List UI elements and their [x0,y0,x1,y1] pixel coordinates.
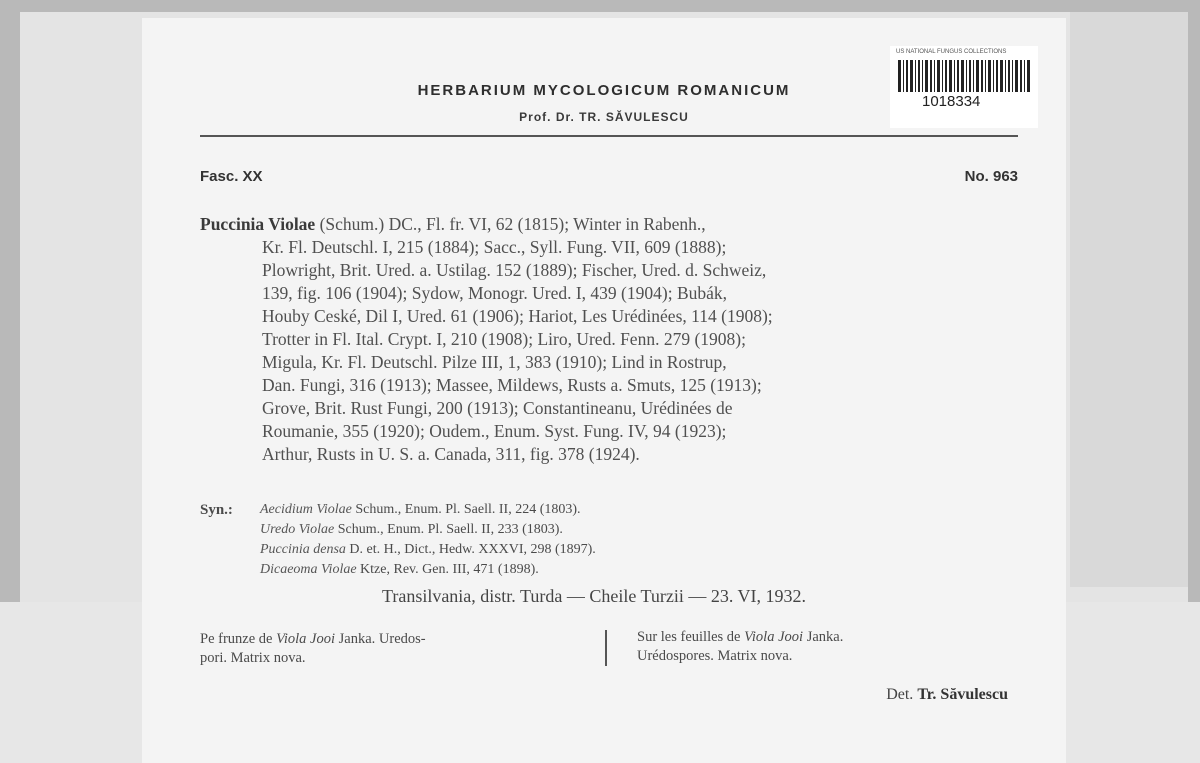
synonyms-label: Syn.: [200,502,233,518]
reference-line: Kr. Fl. Deutschl. I, 215 (1884); Sacc., Syll. Fung. VII, 609 (1888); [262,237,727,257]
host-name: Viola Jooi [276,631,336,647]
herbarium-label [142,18,1066,763]
reference-line: Plowright, Brit. Ured. a. Ustilag. 152 (1889); Fischer, Ured. d. Schweiz, [262,260,767,280]
locality: Transilvania, distr. Turda — Cheile Turzii — 23. VI, 1932. [381,586,807,606]
reference-line: Migula, Kr. Fl. Deutschl. Pilze III, 1, 383 (1910); Lind in Rostrup, [262,352,727,372]
host-note-french: Sur les feuilles de Viola Jooi Janka. Urédospores. Matrix nova. [637,629,844,664]
determiner: Det. Tr. Săvulescu [886,686,1008,703]
reference-line: Arthur, Rusts in U. S. a. Canada, 311, fig. 378 (1924). [262,444,640,464]
barcode-icon [898,60,1030,92]
specimen-number: No. 963 [964,168,1018,185]
reference-line: Grove, Brit. Rust Fungi, 200 (1913); Constantineanu, Urédinées de [262,398,733,418]
synonym-item: Puccinia densa D. et. H., Dict., Hedw. XXXVI, 298 (1897). [260,542,596,557]
synonym-item: Aecidium Violae Schum., Enum. Pl. Saell. II, 224 (1803). [260,502,581,517]
host-name: Viola Jooi [744,629,804,645]
reference-line: Houby Ceské, Dil I, Ured. 61 (1906); Hariot, Les Urédinées, 114 (1908); [262,306,773,326]
determiner-name: Tr. Săvulescu [917,686,1008,703]
background-sheet-edge [1070,12,1188,587]
reference-line: 139, fig. 106 (1904); Sydow, Monogr. Ured. I, 439 (1904); Bubák, [262,283,728,303]
fascicle-label: Fasc. XX [200,168,263,185]
reference-line: Trotter in Fl. Ital. Crypt. I, 210 (1908); Liro, Ured. Fenn. 279 (1908); [262,329,746,349]
header-rule [200,135,1018,137]
synonym-item: Uredo Violae Schum., Enum. Pl. Saell. II, 233 (1803). [260,522,563,537]
barcode-sticker [890,46,1038,128]
column-divider [605,630,607,666]
reference-line: Roumanie, 355 (1920); Oudem., Enum. Syst. Fung. IV, 94 (1923); [262,421,727,441]
barcode-number: 1018334 [922,93,981,110]
host-note-romanian: Pe frunze de Viola Jooi Janka. Uredos- pori. Matrix nova. [200,631,426,666]
synonyms-list [260,500,596,580]
herbarium-subtitle: Prof. Dr. TR. SĂVULESCU [519,110,689,124]
synonym-item: Dicaeoma Violae Ktze, Rev. Gen. III, 471 (1898). [260,562,539,577]
barcode-institution: US NATIONAL FUNGUS COLLECTIONS [896,49,1007,55]
reference-line: Dan. Fungi, 316 (1913); Massee, Mildews, Rusts a. Smuts, 125 (1913); [262,375,762,395]
herbarium-title: HERBARIUM MYCOLOGICUM ROMANICUM [417,82,791,99]
taxon-name: Puccinia Violae [200,214,316,234]
reference-line-1: Puccinia Violae (Schum.) DC., Fl. fr. VI, 62 (1815); Winter in Rabenh., [200,214,706,234]
reference-block [200,213,1020,466]
